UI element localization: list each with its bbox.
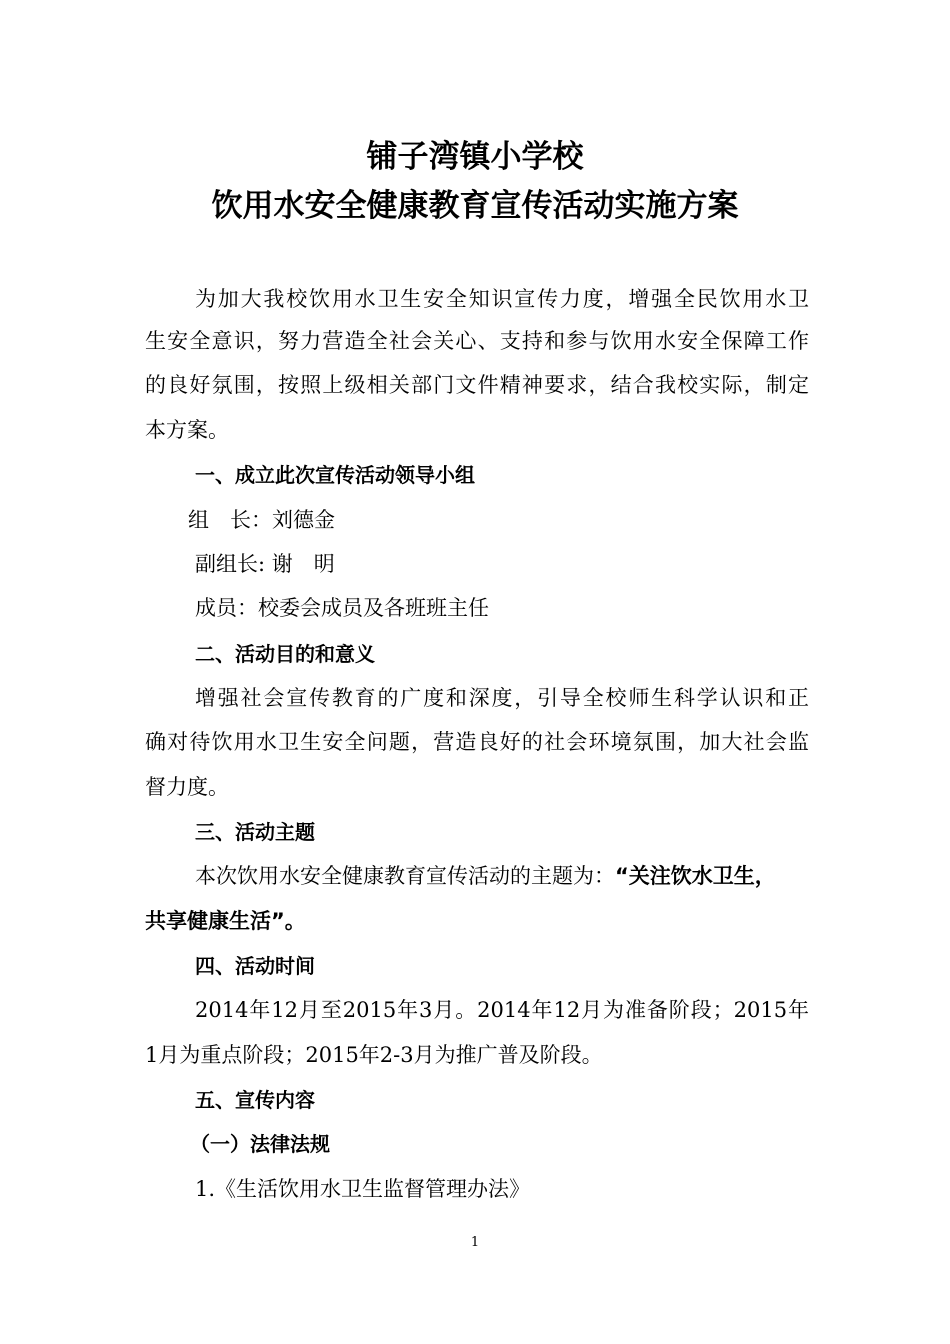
body-line: 2014年12月至2015年3月。2014年12月为准备阶段；2015年 [195, 998, 809, 1022]
theme-quote-end: 共享健康生活”。 [145, 909, 306, 933]
section-heading: 三、活动主题 [195, 820, 315, 844]
body-line: 1月为重点阶段；2015年2-3月为推广普及阶段。 [145, 1043, 603, 1067]
body-line: 确对待饮用水卫生安全问题，营造良好的社会环境氛围，加大社会监 [145, 730, 809, 754]
list-item: 1.《生活饮用水卫生监督管理办法》 [195, 1177, 531, 1201]
document-title-school: 铺子湾镇小学校 [366, 139, 584, 175]
section-heading: 四、活动时间 [195, 954, 315, 978]
intro-line: 生安全意识，努力营造全社会关心、支持和参与饮用水安全保障工作 [145, 329, 809, 353]
theme-intro-text: 本次饮用水安全健康教育宣传活动的主题为： [195, 864, 615, 888]
body-line: 督力度。 [145, 775, 229, 799]
body-line: 增强社会宣传教育的广度和深度，引导全校师生科学认识和正 [195, 686, 809, 710]
intro-line: 本方案。 [145, 418, 229, 442]
section-heading: 二、活动目的和意义 [195, 642, 375, 666]
page-number: 1 [470, 1235, 480, 1250]
intro-line: 的良好氛围，按照上级相关部门文件精神要求，结合我校实际，制定 [145, 373, 809, 397]
theme-quote-start: “关注饮水卫生， [615, 864, 776, 888]
deputy-line: 副组长: 谢 明 [195, 552, 335, 576]
theme-line [195, 862, 809, 890]
leader-line: 组 长：刘德金 [188, 508, 335, 532]
members-line: 成员：校委会成员及各班班主任 [195, 596, 489, 620]
document-title-plan: 饮用水安全健康教育宣传活动实施方案 [211, 188, 739, 224]
intro-line: 为加大我校饮用水卫生安全知识宣传力度，增强全民饮用水卫 [195, 287, 809, 311]
section-heading: 五、宣传内容 [195, 1088, 315, 1112]
subsection-heading: （一）法律法规 [190, 1132, 330, 1156]
section-heading: 一、成立此次宣传活动领导小组 [195, 463, 475, 487]
